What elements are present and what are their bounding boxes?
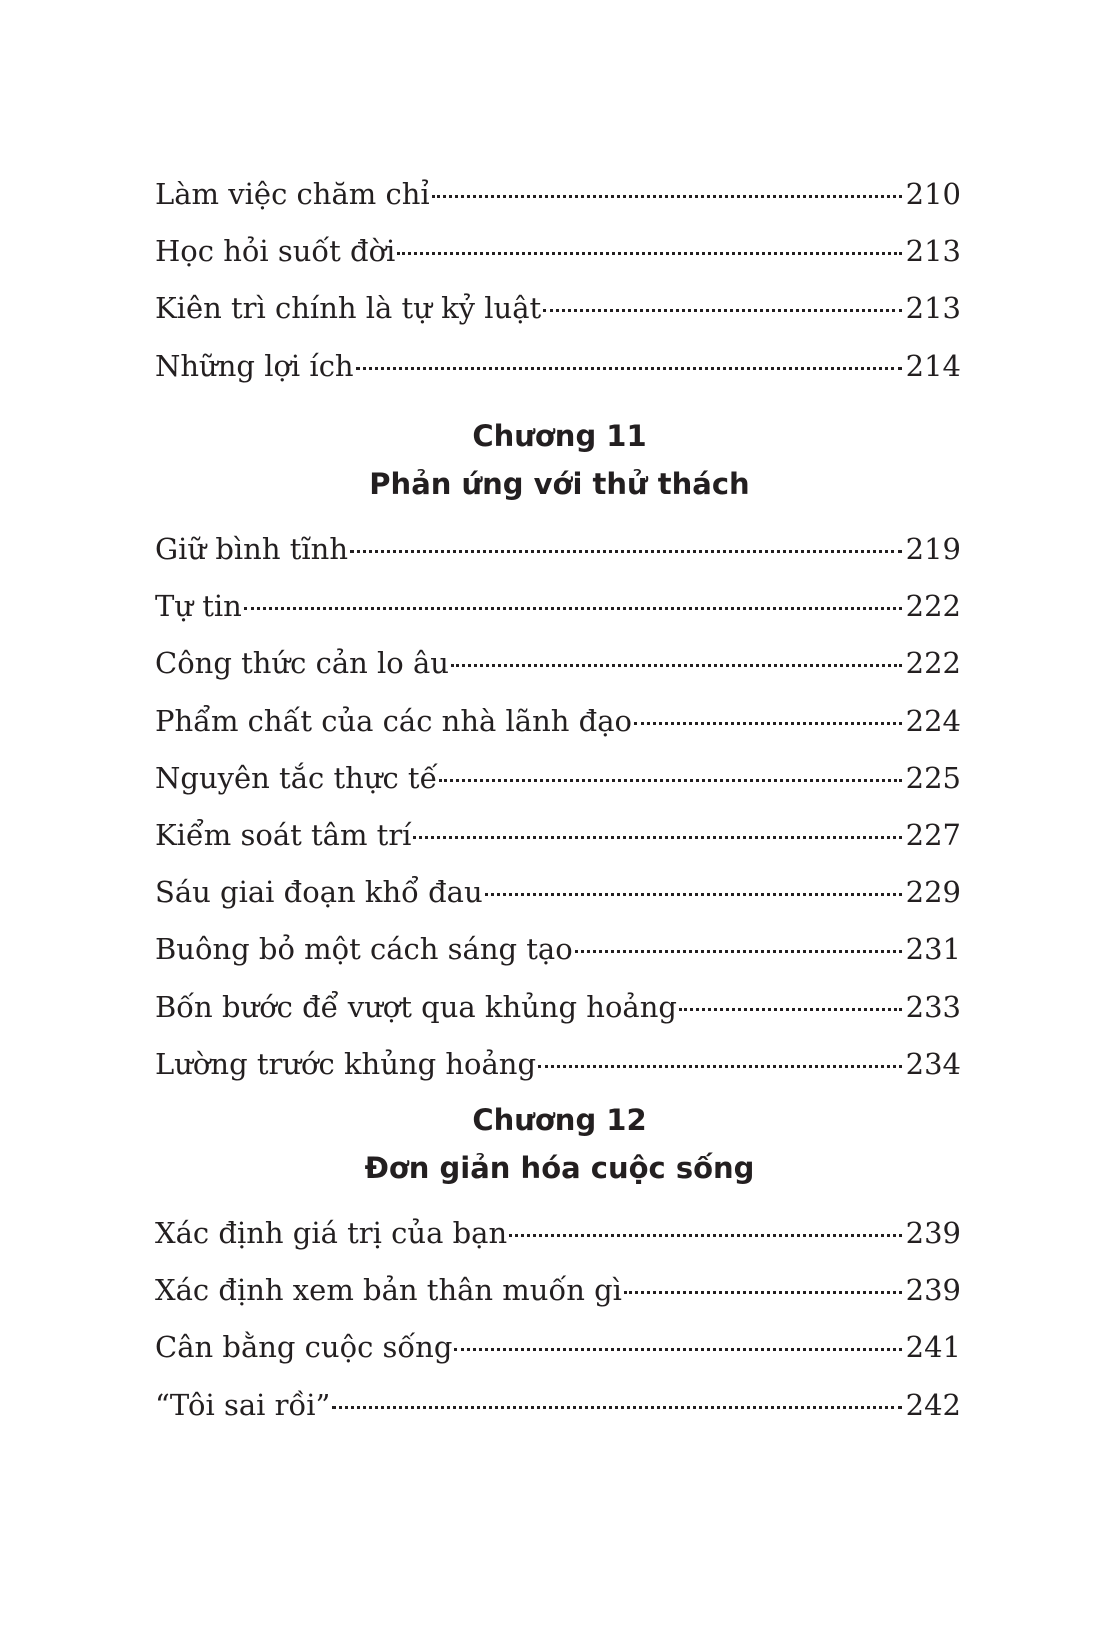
toc-dot-leader — [413, 815, 901, 845]
toc-entry-title: Bốn bước để vượt qua khủng hoảng — [155, 989, 677, 1024]
toc-entry-title: Những lợi ích — [155, 348, 354, 383]
toc-entry-page: 241 — [905, 1330, 961, 1365]
chapter-title: Phản ứng với thử thách — [369, 467, 750, 501]
toc-entry-title: Tự tin — [155, 589, 242, 624]
toc-entry-page: 213 — [905, 291, 961, 326]
chapter-number: Chương 11 — [472, 419, 647, 453]
toc-list-chapter-11 — [155, 521, 961, 1093]
toc-dot-leader — [244, 586, 902, 616]
toc-entry-title: Buông bỏ một cách sáng tạo — [155, 932, 573, 967]
toc-list-top — [155, 166, 961, 395]
toc-dot-leader — [397, 231, 901, 261]
toc-entry-page: 234 — [905, 1046, 961, 1081]
toc-dot-leader — [538, 1044, 902, 1074]
toc-dot-leader — [485, 872, 902, 902]
toc-entry — [155, 1205, 961, 1262]
toc-entry-title: Xác định giá trị của bạn — [155, 1216, 508, 1250]
toc-entry — [155, 521, 961, 578]
toc-entry-title: Cân bằng cuộc sống — [155, 1330, 453, 1365]
toc-entry-page: 231 — [905, 932, 961, 967]
toc-entry-title: Phẩm chất của các nhà lãnh đạo — [155, 703, 632, 738]
toc-dot-leader — [634, 701, 902, 731]
toc-entry-page: 210 — [905, 177, 961, 211]
toc-entry-title: Lường trước khủng hoảng — [155, 1046, 537, 1081]
toc-entry — [155, 979, 961, 1036]
toc-dot-leader — [332, 1385, 901, 1415]
toc-entry — [155, 578, 961, 635]
toc-entry-title: Nguyên tắc thực tế — [155, 760, 438, 795]
toc-entry — [155, 807, 961, 864]
toc-entry — [155, 1036, 961, 1093]
toc-entry-page: 224 — [905, 703, 961, 738]
toc-entry-title: Công thức cản lo âu — [155, 646, 449, 681]
toc-entry-page: 225 — [905, 760, 961, 795]
toc-entry-page: 222 — [905, 589, 961, 624]
toc-dot-leader — [356, 346, 902, 376]
toc-dot-leader — [624, 1270, 902, 1300]
toc-entry-title: “Tôi sai rồi” — [155, 1387, 331, 1422]
toc-entry — [155, 635, 961, 692]
toc-dot-leader — [350, 529, 902, 559]
toc-entry — [155, 693, 961, 750]
toc-dot-leader — [679, 987, 902, 1017]
toc-entry — [155, 338, 961, 395]
toc-entry — [155, 1377, 961, 1434]
toc-entry-title: Kiểm soát tâm trí — [155, 817, 412, 852]
toc-entry-page: 222 — [905, 646, 961, 681]
chapter-11-heading — [0, 412, 1119, 508]
toc-dot-leader — [451, 643, 902, 673]
toc-dot-leader — [432, 174, 902, 204]
toc-dot-leader — [454, 1327, 901, 1357]
toc-entry-title: Giữ bình tĩnh — [155, 532, 349, 566]
toc-entry — [155, 864, 961, 921]
toc-dot-leader — [575, 929, 902, 959]
toc-entry — [155, 166, 961, 223]
chapter-title: Đơn giản hóa cuộc sống — [364, 1151, 755, 1185]
toc-entry-page: 213 — [905, 234, 961, 269]
toc-entry — [155, 223, 961, 280]
toc-entry-page: 239 — [905, 1216, 961, 1250]
toc-entry — [155, 921, 961, 978]
toc-entry-title: Kiên trì chính là tự kỷ luật — [155, 291, 542, 326]
toc-dot-leader — [543, 288, 901, 318]
toc-entry-title: Sáu giai đoạn khổ đau — [155, 875, 483, 910]
toc-entry-title: Làm việc chăm chỉ — [155, 177, 430, 211]
toc-entry-page: 242 — [905, 1387, 961, 1422]
toc-entry — [155, 1319, 961, 1376]
toc-entry — [155, 1262, 961, 1319]
toc-entry-page: 214 — [905, 348, 961, 383]
chapter-12-heading — [0, 1096, 1119, 1192]
chapter-number: Chương 12 — [472, 1103, 647, 1137]
toc-entry-title: Xác định xem bản thân muốn gì — [155, 1273, 622, 1308]
toc-entry-page: 239 — [905, 1273, 961, 1308]
toc-entry — [155, 280, 961, 337]
toc-dot-leader — [439, 758, 901, 788]
toc-entry-page: 227 — [905, 817, 961, 852]
toc-entry-title: Học hỏi suốt đời — [155, 234, 396, 269]
toc-entry-page: 219 — [905, 532, 961, 566]
toc-dot-leader — [509, 1213, 902, 1243]
toc-list-chapter-12 — [155, 1205, 961, 1434]
toc-entry-page: 233 — [905, 989, 961, 1024]
toc-entry — [155, 750, 961, 807]
toc-entry-page: 229 — [905, 875, 961, 910]
